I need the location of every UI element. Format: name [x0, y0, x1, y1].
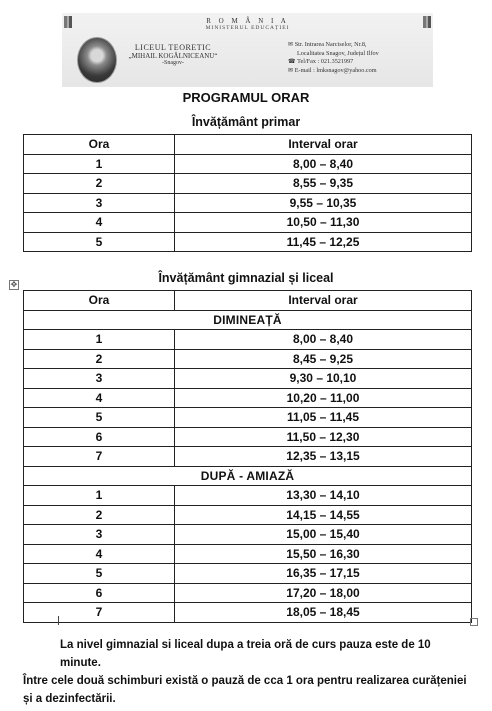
interval-cell: 8,45 – 9,25	[175, 349, 472, 369]
table-move-handle-icon[interactable]: ✥	[10, 280, 18, 289]
gimnazial-heading: Învățământ gimnazial și liceal	[158, 271, 334, 285]
school-line-3: -Snagov-	[162, 60, 184, 66]
interval-cell: 16,35 – 17,15	[175, 564, 472, 584]
column-header-interval: Interval orar	[175, 135, 472, 155]
envelope-icon: ✉	[288, 41, 295, 48]
primar-heading: Învățământ primar	[191, 115, 301, 129]
table-row	[24, 427, 472, 447]
contact-info	[288, 41, 379, 75]
country-name: R O M Â N I A	[206, 17, 289, 25]
ora-cell: 5	[24, 408, 175, 428]
ora-cell: 4	[24, 388, 175, 408]
section-row-morning	[24, 310, 472, 330]
interval-cell: 9,30 – 10,10	[175, 369, 472, 389]
column-header-interval: Interval orar	[175, 291, 472, 311]
phone-text: Tel/Fax : 021.3521997	[297, 58, 354, 66]
ora-cell: 5	[24, 564, 175, 584]
table-row	[24, 525, 472, 545]
school-line-2: „MIHAIL KOGĂLNICEANU“	[128, 52, 218, 60]
table-row	[24, 232, 472, 252]
letterhead	[62, 13, 433, 87]
table-row	[24, 388, 472, 408]
ora-cell: 5	[24, 232, 175, 252]
interval-cell: 10,50 – 11,30	[175, 213, 472, 233]
table-row	[24, 603, 472, 623]
ministry-name: MINISTERUL EDUCAȚIEI	[205, 25, 290, 31]
interval-cell: 8,00 – 8,40	[175, 154, 472, 174]
note-line-2: Între cele două schimburi există o pauză de cca 1 ora pentru realizarea curățeniei și a dezinfectării.	[23, 675, 467, 705]
ora-cell: 6	[24, 427, 175, 447]
ora-cell: 4	[24, 544, 175, 564]
ora-cell: 7	[24, 603, 175, 623]
address-line-2: Localitatea Snagov, Județul Ilfov	[297, 49, 379, 57]
ora-cell: 4	[24, 213, 175, 233]
section-row-afternoon	[24, 466, 472, 486]
table-row	[24, 369, 472, 389]
interval-cell: 15,50 – 16,30	[175, 544, 472, 564]
interval-cell: 15,00 – 15,40	[175, 525, 472, 545]
footer-note	[23, 636, 473, 708]
interval-cell: 11,45 – 12,25	[175, 232, 472, 252]
interval-cell: 13,30 – 14,10	[175, 486, 472, 506]
interval-cell: 18,05 – 18,45	[175, 603, 472, 623]
table-row	[24, 193, 472, 213]
table-row	[24, 213, 472, 233]
note-line-1: La nivel gimnazial si liceal dupa a treia oră de curs pauza este de 10 minute.	[60, 639, 431, 669]
ora-cell: 2	[24, 505, 175, 525]
interval-cell: 9,55 – 10,35	[175, 193, 472, 213]
table-row	[24, 583, 472, 603]
ora-cell: 1	[24, 154, 175, 174]
primar-table	[23, 134, 472, 252]
table-row	[24, 330, 472, 350]
ora-cell: 7	[24, 447, 175, 467]
ora-cell: 3	[24, 193, 175, 213]
interval-cell: 11,05 – 11,45	[175, 408, 472, 428]
table-header-row	[24, 291, 472, 311]
gimnazial-table	[23, 290, 472, 623]
table-row	[24, 174, 472, 194]
table-resize-handle[interactable]	[470, 618, 478, 626]
ora-cell: 2	[24, 174, 175, 194]
text-cursor	[58, 616, 59, 625]
interval-cell: 17,20 – 18,00	[175, 583, 472, 603]
interval-cell: 8,00 – 8,40	[175, 330, 472, 350]
interval-cell: 12,35 – 13,15	[175, 447, 472, 467]
interval-cell: 10,20 – 11,00	[175, 388, 472, 408]
page-title: PROGRAMUL ORAR	[182, 90, 310, 105]
column-header-ora: Ora	[24, 135, 175, 155]
table-row	[24, 486, 472, 506]
ora-cell: 3	[24, 369, 175, 389]
email-text: E-mail : lmksnagov@yahoo.com	[294, 66, 377, 74]
table-row	[24, 447, 472, 467]
table-header-row	[24, 135, 472, 155]
ora-cell: 3	[24, 525, 175, 545]
column-header-ora: Ora	[24, 291, 175, 311]
interval-cell: 14,15 – 14,55	[175, 505, 472, 525]
email-icon: ✉	[288, 66, 295, 74]
school-name	[118, 43, 228, 66]
table-row	[24, 564, 472, 584]
table-row	[24, 505, 472, 525]
address-line-1: Str. Intrarea Narciselor, Nr.8,	[294, 41, 367, 48]
phone-icon: ☎	[288, 58, 298, 66]
interval-cell: 11,50 – 12,30	[175, 427, 472, 447]
ora-cell: 2	[24, 349, 175, 369]
table-row	[24, 154, 472, 174]
ora-cell: 6	[24, 583, 175, 603]
table-row	[24, 408, 472, 428]
section-label-afternoon: DUPĂ - AMIAZĂ	[24, 466, 472, 486]
section-label-morning: DIMINEAȚĂ	[24, 310, 472, 330]
interval-cell: 8,55 – 9,35	[175, 174, 472, 194]
school-line-1: LICEUL TEORETIC	[134, 43, 212, 52]
table-row	[24, 349, 472, 369]
table-row	[24, 544, 472, 564]
ora-cell: 1	[24, 486, 175, 506]
ora-cell: 1	[24, 330, 175, 350]
portrait-image	[77, 37, 117, 83]
